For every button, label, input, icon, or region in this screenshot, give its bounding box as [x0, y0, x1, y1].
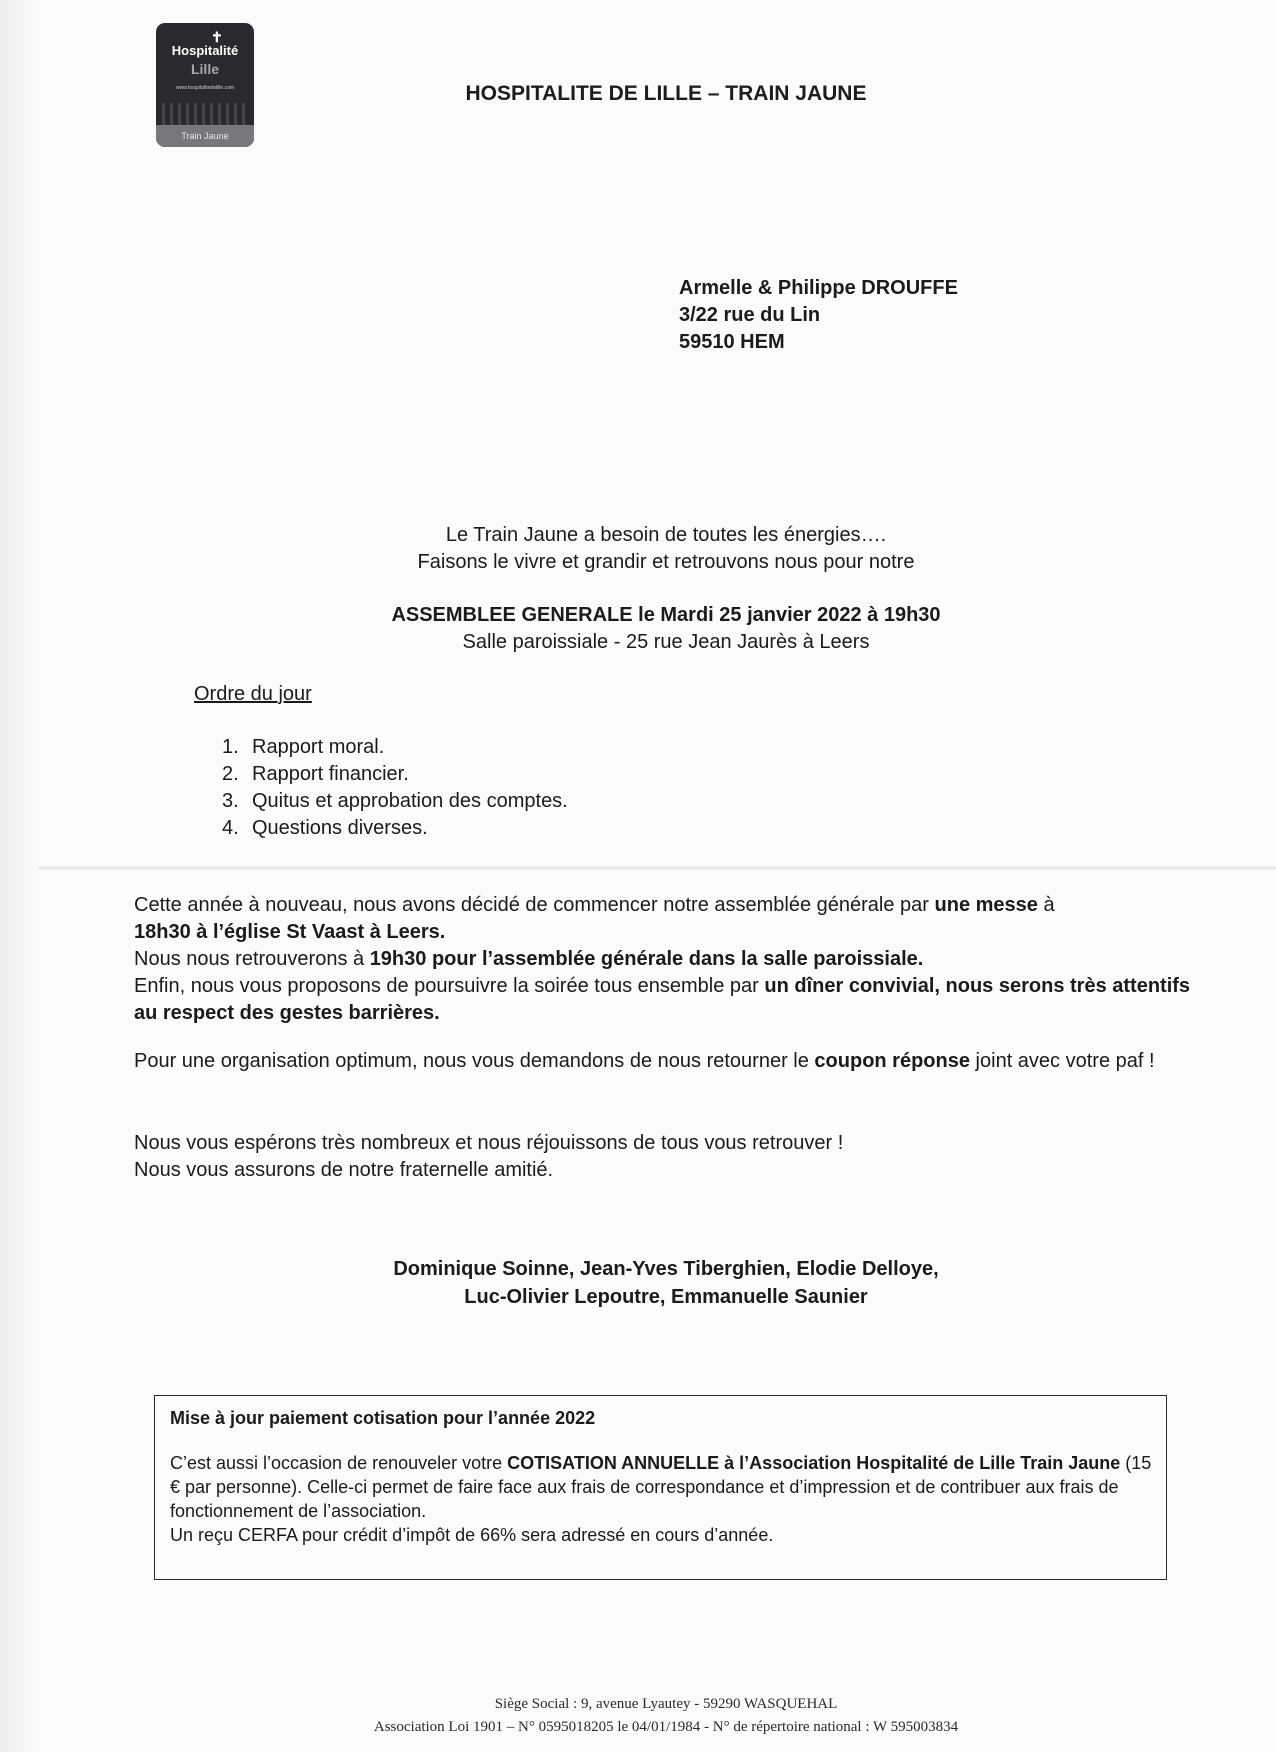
letter-footer	[0, 1693, 1276, 1739]
signatories-line-2: Luc-Olivier Lepoutre, Emmanuelle Saunier	[464, 1286, 868, 1308]
intro-line-1: Le Train Jaune a besoin de toutes les énergies….	[445, 524, 887, 546]
logo-name: Hospitalité	[171, 43, 239, 58]
recipient-street: 3/22 rue du Lin	[679, 304, 821, 326]
logo-url: www.hospitalitedelille.com	[175, 85, 235, 91]
event-venue: Salle paroissiale - 25 rue Jean Jaurès à Leers	[462, 631, 870, 653]
footer-registration: Association Loi 1901 – N° 0595018205 le 04/01/1984 - N° de répertoire national : W 595003834	[373, 1719, 959, 1735]
membership-box-title: Mise à jour paiement cotisation pour l’année 2022	[170, 1408, 596, 1428]
signatories	[0, 1255, 1276, 1311]
membership-fee-box	[154, 1395, 1167, 1580]
membership-box-text: C’est aussi l’occasion de renouveler votre COTISATION ANNUELLE à l’Association Hospitalité de Lille Train Jaune (15 € par personne). Celle-ci permet de faire face aux frais de correspondance et d’impression et de contribuer aux frais de fonctionnement de l’association. Un reçu CERFA pour crédit d’impôt de 66% sera adressé en cours d’année.	[170, 1453, 1152, 1545]
recipient-address	[679, 275, 958, 356]
coupon-paragraph: Pour une organisation optimum, nous vous demandons de nous retourner le coupon réponse joint avec votre paf !	[134, 1050, 1155, 1072]
agenda-item: 3. Quitus et approbation des comptes.	[222, 790, 568, 812]
logo-band: Train Jaune	[156, 125, 254, 147]
recipient-name: Armelle & Philippe DROUFFE	[679, 277, 958, 299]
agenda-item: 2. Rapport financier.	[222, 763, 409, 785]
signatories-line-1: Dominique Soinne, Jean-Yves Tiberghien, Elodie Delloye,	[393, 1258, 939, 1280]
agenda-item: 4. Questions diverses.	[222, 817, 428, 839]
logo-city: Lille	[190, 61, 219, 77]
people-silhouettes-icon	[162, 103, 248, 125]
intro-line-2: Faisons le vivre et grandir et retrouvons nous pour notre	[417, 551, 915, 573]
footer-address: Siège Social : 9, avenue Lyautey - 59290 WASQUEHAL	[494, 1696, 838, 1712]
closing-paragraph: Nous vous espérons très nombreux et nous réjouissons de tous vous retrouver ! Nous vous assurons de notre fraternelle amitié.	[134, 1132, 844, 1181]
recipient-city: 59510 HEM	[679, 331, 785, 353]
program-paragraph: Cette année à nouveau, nous avons décidé de commencer notre assemblée générale par une messe à 18h30 à l’église St Vaast à Leers. Nous nous retrouverons à 19h30 pour l’assemblée générale dans la salle paroissiale. Enfin, nous vous proposons de poursuivre la soirée tous ensemble par un dîner convivial, nous serons très attentifs au respect des gestes barrières.	[134, 894, 1191, 1024]
event-title: ASSEMBLEE GENERALE le Mardi 25 janvier 2022 à 19h30	[391, 604, 941, 626]
paper-fold-line	[38, 866, 1276, 870]
cross-icon: ✝	[211, 29, 223, 45]
agenda-title: Ordre du jour	[194, 683, 312, 705]
agenda-item: 1. Rapport moral.	[222, 736, 385, 758]
scan-page-edge	[0, 0, 38, 1752]
letter-title: HOSPITALITE DE LILLE – TRAIN JAUNE	[465, 82, 867, 105]
agenda-list	[222, 734, 568, 842]
